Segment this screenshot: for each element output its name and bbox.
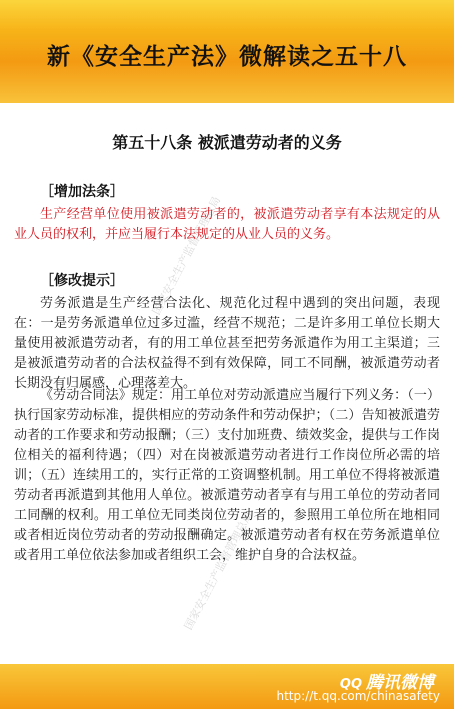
watermark-top: 国家安全生产监督管理总局 bbox=[149, 194, 224, 318]
article-title: 第五十八条 被派遣劳动者的义务 bbox=[112, 133, 342, 152]
page-title: 新《安全生产法》微解读之五十八 bbox=[47, 43, 407, 70]
footer-banner bbox=[0, 664, 454, 709]
watermark-bottom: 国家安全生产监督管理总局 bbox=[181, 509, 256, 633]
revision-paragraph-2: 《劳动合同法》规定：用工单位对劳动派遣应当履行下列义务：（一）执行国家劳动标准，提供相应的劳动条件和劳动保护；（二）告知被派遣劳动者的工作要求和劳动报酬；（三）支付加班费、绩效奖金，提供与工作岗位相关的福利待遇；（四）对在岗被派遣劳动者进行工作岗位所必需的培训；（五）连续用工的，实行正常的工资调整机制。用工单位不得将被派遣劳动者再派遣到其他用人单位。被派遣劳动者享有与用工单位的劳动者同工同酬的权利。用工单位无同类岗位劳动者的，参照用工单位所在地相同或者相近岗位劳动者的劳动报酬确定。被派遣劳动者有权在劳务派遣单位或者用工单位依法参加或者组织工会，维护自身的合法权益。 bbox=[14, 388, 440, 563]
header-banner bbox=[0, 0, 454, 103]
added-clause-text: 生产经营单位使用被派遣劳动者的，被派遣劳动者享有本法规定的从业人员的权利，并应当履行本法规定的从业人员的义务。 bbox=[14, 207, 440, 242]
revision-paragraph-1: 劳务派遣是生产经营合法化、规范化过程中遇到的突出问题，表现在：一是劳务派遣单位过多过滥，经营不规范；二是许多用工单位长期大量使用被派遣劳动者，有的用工单位甚至把劳务派遣作为用工主渠道；三是被派遣劳动者的合法权益得不到有效保障，同工不同酬，被派遣劳动者长期没有归属感，心理落差大。 bbox=[14, 296, 440, 391]
added-clause-label: ［增加法条］ bbox=[40, 184, 124, 200]
logo-text: 腾讯微博 bbox=[366, 673, 434, 693]
qq-icon: QQ bbox=[339, 677, 362, 692]
revision-notes-label: ［修改提示］ bbox=[40, 273, 124, 289]
weibo-url-link[interactable]: http://t.qq.com/chinasafety bbox=[276, 689, 440, 703]
